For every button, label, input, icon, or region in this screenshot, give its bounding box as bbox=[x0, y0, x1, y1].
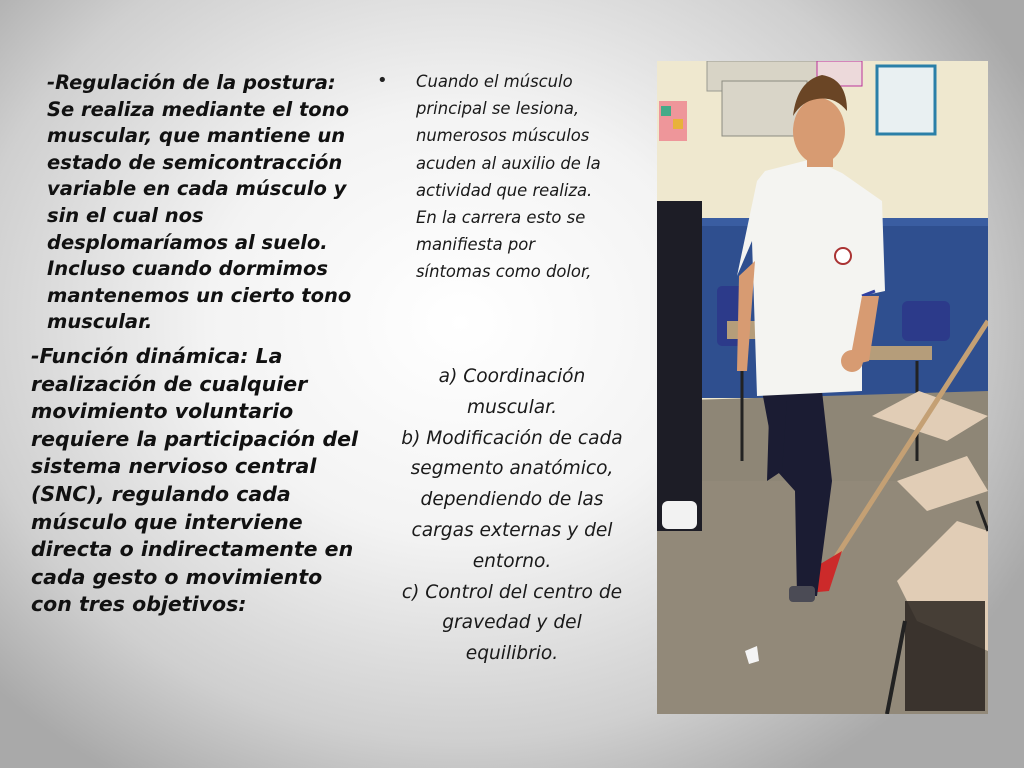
dynamic-function-text: -Función dinámica: La realización de cualquier movimiento voluntario requiere la participación del sistema nervioso central (SNC), regulando cada músculo que interviene directa o indirectamente en cada gesto o movimiento con tres objetivos: bbox=[31, 344, 359, 617]
objective-c: c) Control del centro de gravedad y del equilibrio. bbox=[401, 581, 623, 665]
student-with-broom-photo bbox=[657, 61, 988, 714]
postura-regulation-text: -Regulación de la postura: Se realiza mediante el tono muscular, que mantiene un estado de semicontracción variable en cada músculo y sin el cual nos desplomaríamos al suelo. Incluso cuando dormimos mantenemos un cierto tono muscular. bbox=[47, 71, 352, 334]
objective-b: b) Modificación de cada segmento anatómico, dependiendo de las cargas externas y del entorno. bbox=[401, 427, 623, 572]
objectives-list bbox=[398, 362, 626, 670]
photo-illustration bbox=[657, 61, 988, 714]
injury-bullet-text: Cuando el músculo principal se lesiona, numerosos músculos acuden al auxilio de la actividad que realiza. En la carrera esto se manifiesta por síntomas como dolor, bbox=[416, 72, 601, 282]
objective-a: a) Coordinación muscular. bbox=[438, 366, 586, 418]
bullet-icon: • bbox=[377, 70, 388, 91]
